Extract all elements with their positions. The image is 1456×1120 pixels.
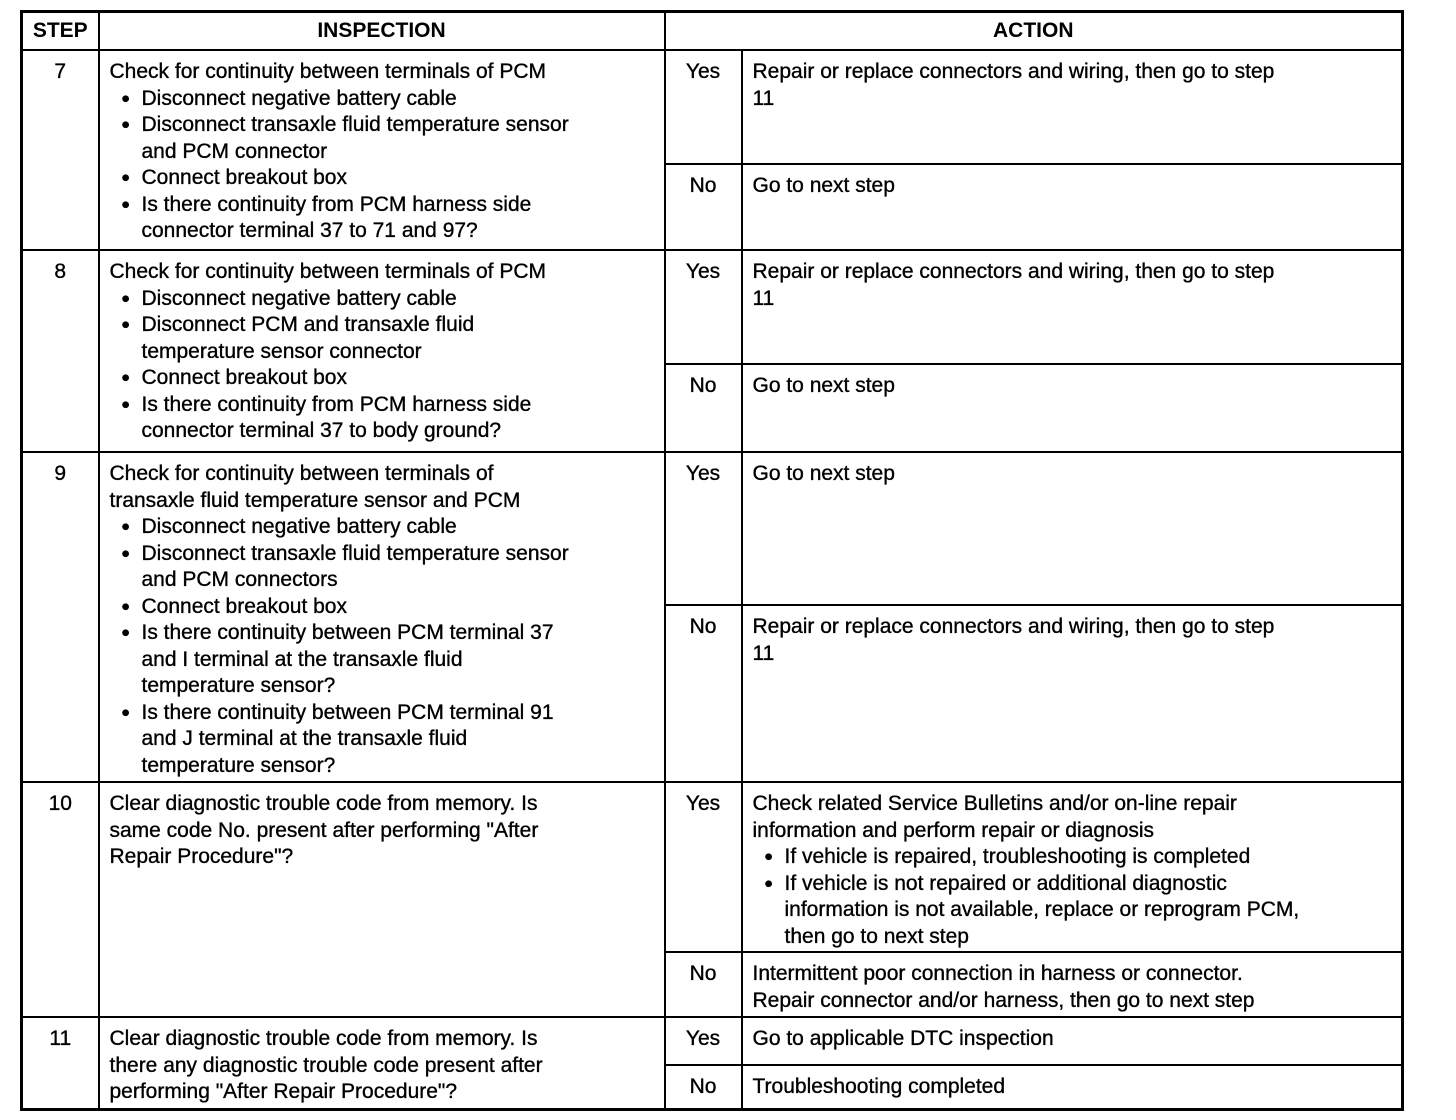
bullet-item [753, 844, 1402, 871]
text-line: temperature sensor? [141, 753, 336, 777]
no-action [742, 1065, 1403, 1109]
inspection-cell [99, 250, 665, 452]
text-line: information and perform repair or diagnosis [752, 818, 1155, 842]
bullet-icon: ● [763, 848, 774, 865]
text-line: and I terminal at the transaxle fluid [141, 647, 463, 671]
bullet-text [142, 286, 664, 313]
yes-action [742, 452, 1403, 605]
bullet-icon: ● [120, 544, 131, 562]
text-line: Clear diagnostic trouble code from memory. Is [109, 1027, 538, 1050]
yes-label: Yes [665, 50, 742, 164]
bullet-icon: ● [120, 289, 131, 307]
text-line: and PCM connector [141, 139, 328, 163]
bullet-icon: ● [120, 195, 131, 213]
text-line: Connect breakout box [141, 594, 347, 618]
bullet-text [142, 700, 664, 780]
yes-label: Yes [665, 1017, 742, 1065]
text-line: Is there continuity from PCM harness side [141, 392, 532, 416]
bullet-icon: ● [120, 89, 131, 107]
inspection-cell [99, 782, 665, 1017]
text-line: Clear diagnostic trouble code from memory. Is [109, 792, 538, 815]
bullet-text [142, 594, 664, 621]
bullet-text [142, 365, 664, 392]
step-row-yes [22, 1017, 1403, 1065]
bullet-item [110, 514, 664, 541]
bullet-icon: ● [763, 874, 774, 892]
text-line: 11 [752, 641, 775, 665]
text-line: Is there continuity between PCM terminal 91 [141, 700, 554, 724]
text-line: Repair or replace connectors and wiring, then go to step [752, 615, 1275, 638]
no-action [742, 605, 1403, 782]
inspection-cell [99, 1017, 665, 1109]
bullet-item [110, 312, 664, 365]
bullet-item [110, 165, 664, 192]
text-line: Connect breakout box [141, 166, 347, 189]
no-action [742, 952, 1403, 1017]
text-line: Is there continuity between PCM terminal 37 [141, 621, 554, 644]
bullet-item [110, 594, 664, 621]
text-line: Repair connector and/or harness, then go to next step [752, 988, 1255, 1012]
step-row-yes [22, 452, 1403, 605]
text-line: Troubleshooting completed [752, 1075, 1006, 1098]
text-line: Disconnect transaxle fluid temperature sensor [141, 541, 569, 565]
bullet-text [142, 112, 664, 165]
bullet-text [142, 514, 664, 541]
text-line: same code No. present after performing "After [109, 818, 539, 842]
bullet-text [142, 312, 664, 365]
text-line: there any diagnostic trouble code present after [109, 1053, 543, 1077]
yes-label: Yes [665, 250, 742, 364]
header-inspection: INSPECTION [99, 12, 665, 51]
text-line: Disconnect PCM and transaxle fluid [141, 313, 475, 336]
header-row [22, 12, 1403, 51]
text-line: transaxle fluid temperature sensor and PCM [109, 488, 521, 512]
text-line: Repair Procedure"? [109, 845, 294, 868]
text-line: Check for continuity between terminals of PCM [109, 60, 547, 83]
step-row-yes [22, 250, 1403, 364]
bullet-icon: ● [120, 624, 131, 641]
step-number: 8 [22, 250, 99, 452]
step-number: 11 [22, 1017, 99, 1109]
text-line: Disconnect negative battery cable [141, 86, 457, 110]
bullet-item [110, 286, 664, 313]
header-step: STEP [22, 12, 99, 51]
text-line: Go to applicable DTC inspection [752, 1027, 1054, 1050]
bullet-text [785, 871, 1402, 951]
text-line: Connect breakout box [141, 366, 347, 389]
text-line: Repair or replace connectors and wiring, then go to step [752, 60, 1275, 83]
header-action: ACTION [665, 12, 1403, 51]
text-line: Go to next step [752, 462, 895, 485]
bullet-icon: ● [120, 169, 131, 186]
yes-label: Yes [665, 782, 742, 952]
bullet-icon: ● [120, 316, 131, 333]
bullet-icon: ● [120, 703, 131, 721]
bullet-text [785, 844, 1402, 871]
bullet-text [142, 620, 664, 700]
bullet-item [110, 86, 664, 113]
bullet-item [753, 871, 1402, 951]
text-line: Repair or replace connectors and wiring, then go to step [752, 260, 1275, 283]
text-line: Disconnect negative battery cable [141, 286, 457, 310]
yes-action [742, 782, 1403, 952]
bullet-icon: ● [120, 395, 131, 413]
bullet-icon: ● [120, 116, 131, 133]
no-action [742, 364, 1403, 452]
text-line: and J terminal at the transaxle fluid [141, 727, 468, 750]
yes-label: Yes [665, 452, 742, 605]
bullet-text [142, 392, 664, 445]
text-line: information is not available, replace or reprogram PCM, [784, 898, 1300, 921]
step-row-yes [22, 782, 1403, 952]
text-line: Go to next step [752, 174, 895, 197]
step-number: 9 [22, 452, 99, 782]
text-line: performing "After Repair Procedure"? [109, 1080, 458, 1103]
bullet-item [110, 700, 664, 780]
text-line: temperature sensor? [141, 674, 336, 697]
text-line: and PCM connectors [141, 568, 338, 591]
text-line: then go to next step [784, 924, 969, 948]
bullet-item [110, 192, 664, 245]
text-line: 11 [752, 286, 775, 310]
text-line: If vehicle is repaired, troubleshooting is completed [784, 845, 1251, 868]
text-line: Check for continuity between terminals of [109, 462, 494, 485]
text-line: connector terminal 37 to body ground? [141, 419, 502, 442]
text-line: Disconnect transaxle fluid temperature sensor [141, 113, 569, 136]
bullet-icon: ● [120, 369, 131, 386]
no-label: No [665, 364, 742, 452]
bullet-icon: ● [120, 518, 131, 535]
bullet-text [142, 86, 664, 113]
bullet-text [142, 165, 664, 192]
diagnostic-table [20, 10, 1404, 1111]
text-line: Is there continuity from PCM harness side [141, 192, 532, 216]
step-number: 10 [22, 782, 99, 1017]
bullet-item [110, 392, 664, 445]
bullet-text [142, 541, 664, 594]
bullet-text [142, 192, 664, 245]
bullet-item [110, 541, 664, 594]
no-label: No [665, 164, 742, 250]
yes-action [742, 1017, 1403, 1065]
bullet-item [110, 620, 664, 700]
text-line: Intermittent poor connection in harness or connector. [752, 962, 1243, 985]
text-line: temperature sensor connector [141, 339, 422, 363]
text-line: If vehicle is not repaired or additional diagnostic [784, 871, 1227, 895]
no-label: No [665, 605, 742, 782]
bullet-item [110, 365, 664, 392]
text-line: Check related Service Bulletins and/or on-line repair [752, 792, 1237, 815]
inspection-cell [99, 50, 665, 250]
text-line: Disconnect negative battery cable [141, 515, 457, 538]
yes-action [742, 50, 1403, 164]
no-label: No [665, 952, 742, 1017]
no-label: No [665, 1065, 742, 1109]
inspection-cell [99, 452, 665, 782]
no-action [742, 164, 1403, 250]
text-line: 11 [752, 86, 775, 110]
step-number: 7 [22, 50, 99, 250]
step-row-yes [22, 50, 1403, 164]
text-line: connector terminal 37 to 71 and 97? [141, 219, 478, 242]
yes-action [742, 250, 1403, 364]
bullet-item [110, 112, 664, 165]
bullet-icon: ● [120, 597, 131, 615]
text-line: Check for continuity between terminals of PCM [109, 260, 547, 283]
text-line: Go to next step [752, 374, 895, 397]
